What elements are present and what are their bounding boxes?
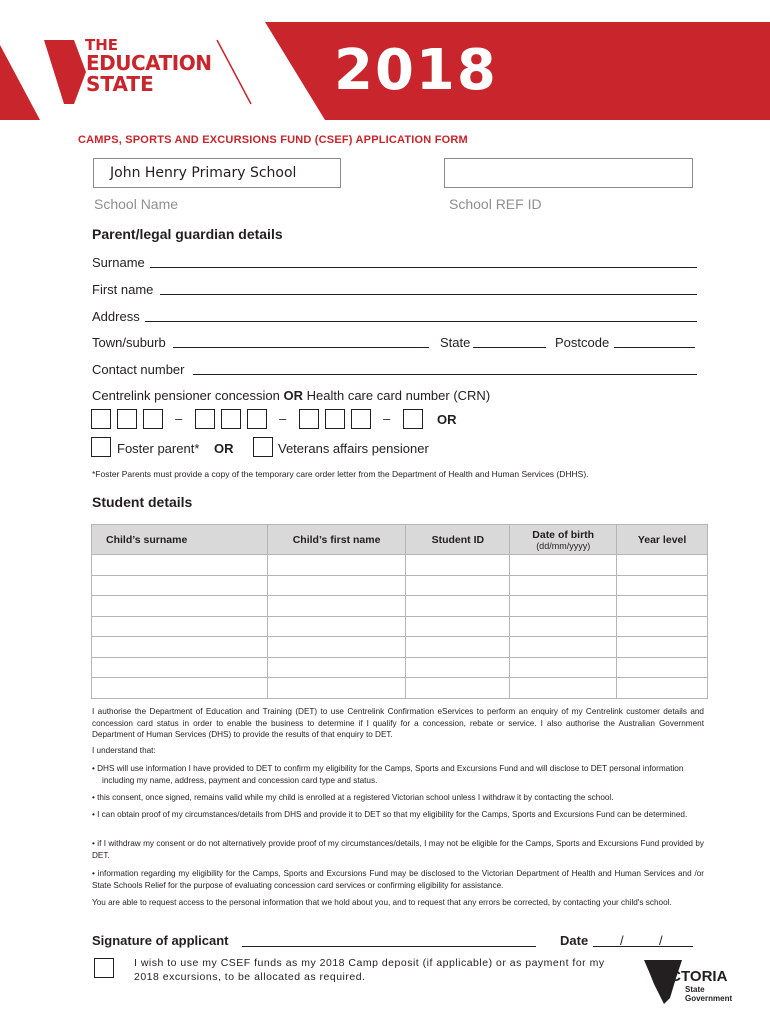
- crn-box-8[interactable]: [325, 409, 345, 429]
- date-label: Date: [560, 933, 589, 948]
- table-cell[interactable]: [617, 657, 708, 678]
- table-cell[interactable]: [92, 575, 268, 596]
- camp-deposit-text: I wish to use my CSEF funds as my 2018 Camp deposit (if applicable) or as payment for my 2018 excursions, to be allocated as required.: [134, 957, 605, 983]
- table-cell[interactable]: [510, 616, 617, 637]
- foster-note: *Foster Parents must provide a copy of the temporary care order letter from the Department of Health and Human Services (DHHS).: [92, 469, 589, 479]
- crn-box-1[interactable]: [91, 409, 111, 429]
- col-student-id: Student ID: [406, 525, 510, 555]
- table-row: [92, 575, 708, 596]
- postcode-label: Postcode: [555, 335, 610, 350]
- table-cell[interactable]: [406, 616, 510, 637]
- date-line[interactable]: [593, 946, 693, 947]
- crn-box-9[interactable]: [351, 409, 371, 429]
- declaration-bullet-5: • information regarding my eligibility for the Camps, Sports and Excursions Fund may be disclosed to the Victorian Department of Health and Human Services and /or State Schools Relief for the purpose of evaluating concession card services or confirming eligibility for assistance.: [92, 869, 704, 890]
- table-row: [92, 616, 708, 637]
- privacy-text: You are able to request access to the personal information that we hold about you, and to request that any errors be corrected, by contacting your child's school.: [92, 898, 672, 907]
- school-name-field[interactable]: John Henry Primary School: [93, 158, 341, 188]
- address-line[interactable]: [145, 321, 697, 322]
- table-cell[interactable]: [510, 678, 617, 699]
- signature-line[interactable]: [242, 946, 536, 947]
- surname-line[interactable]: [150, 267, 697, 268]
- col-year-level: Year level: [617, 525, 708, 555]
- table-cell[interactable]: [510, 657, 617, 678]
- declaration-bullet-4: • if I withdraw my consent or do not alternatively provide proof of my circumstances/details, I may not be eligible for the Camps, Sports and Excursions Fund provided by DET.: [92, 839, 704, 860]
- first-name-line[interactable]: [160, 294, 697, 295]
- col-dob: [510, 525, 617, 555]
- table-cell[interactable]: [617, 555, 708, 576]
- table-cell[interactable]: [267, 616, 406, 637]
- table-row: [92, 657, 708, 678]
- table-row: [92, 555, 708, 576]
- town-line[interactable]: [173, 347, 429, 348]
- school-ref-field[interactable]: [444, 158, 693, 188]
- crn-or-text: OR: [437, 412, 457, 427]
- crn-box-7[interactable]: [299, 409, 319, 429]
- victoria-government-logo: [644, 958, 754, 1008]
- table-cell[interactable]: [267, 555, 406, 576]
- form-title: CAMPS, SPORTS AND EXCURSIONS FUND (CSEF) APPLICATION FORM: [78, 134, 468, 146]
- state-text: State: [685, 985, 705, 994]
- concession-or-text: OR: [283, 388, 304, 403]
- table-cell[interactable]: [406, 575, 510, 596]
- table-row: [92, 678, 708, 699]
- state-label: State: [440, 335, 471, 350]
- table-cell[interactable]: [267, 575, 406, 596]
- concession-pre-text: Centrelink pensioner concession: [92, 388, 280, 403]
- logo-text-state: STATE: [86, 72, 154, 96]
- declaration-bullet-1: • DHS will use information I have provided to DET to confirm my eligibility for the Camps, Sports and Excursions Fund and will disclose to DET personal information including my name, address, payment and concession card type and status.: [92, 764, 684, 785]
- school-ref-label: School REF ID: [449, 196, 542, 212]
- table-cell[interactable]: [617, 678, 708, 699]
- address-label: Address: [92, 309, 140, 324]
- date-slash-1: /: [620, 933, 624, 948]
- table-cell[interactable]: [92, 616, 268, 637]
- table-cell[interactable]: [617, 637, 708, 658]
- table-cell[interactable]: [92, 555, 268, 576]
- crn-box-6[interactable]: [247, 409, 267, 429]
- table-cell[interactable]: [617, 616, 708, 637]
- table-cell[interactable]: [617, 596, 708, 617]
- concession-label: [92, 388, 490, 403]
- signature-label: Signature of applicant: [92, 933, 229, 948]
- table-cell[interactable]: [617, 575, 708, 596]
- victoria-text: VICTORIA: [656, 968, 728, 985]
- veterans-checkbox[interactable]: [253, 437, 273, 457]
- table-cell[interactable]: [406, 555, 510, 576]
- government-text: Government: [685, 994, 733, 1003]
- contact-label: Contact number: [92, 362, 185, 377]
- table-cell[interactable]: [406, 637, 510, 658]
- table-cell[interactable]: [267, 596, 406, 617]
- crn-box-4[interactable]: [195, 409, 215, 429]
- table-cell[interactable]: [92, 678, 268, 699]
- crn-box-2[interactable]: [117, 409, 137, 429]
- student-heading: Student details: [92, 494, 193, 510]
- table-cell[interactable]: [406, 657, 510, 678]
- foster-parent-label: Foster parent*: [117, 441, 200, 456]
- crn-dash-2: –: [279, 411, 287, 426]
- surname-label: Surname: [92, 255, 145, 270]
- concession-post-text: Health care card number (CRN): [306, 388, 491, 403]
- table-cell[interactable]: [92, 596, 268, 617]
- guardian-heading: Parent/legal guardian details: [92, 226, 283, 242]
- foster-parent-checkbox[interactable]: [91, 437, 111, 457]
- col-surname: Child’s surname: [92, 525, 268, 555]
- crn-box-5[interactable]: [221, 409, 241, 429]
- table-cell[interactable]: [92, 637, 268, 658]
- col-first-name: Child’s first name: [267, 525, 406, 555]
- state-line[interactable]: [473, 347, 546, 348]
- table-cell[interactable]: [267, 678, 406, 699]
- logo-text-education: EDUCATION: [86, 51, 212, 75]
- first-name-label: First name: [92, 282, 154, 297]
- table-cell[interactable]: [267, 657, 406, 678]
- state-government-text: [685, 985, 732, 1003]
- crn-box-10[interactable]: [403, 409, 423, 429]
- col-dob-format: (dd/mm/yyyy): [536, 540, 591, 551]
- table-cell[interactable]: [510, 637, 617, 658]
- crn-dash-1: –: [175, 411, 183, 426]
- crn-dash-3: –: [383, 411, 391, 426]
- understand-text: I understand that:: [92, 746, 156, 755]
- table-row: [92, 596, 708, 617]
- table-cell[interactable]: [510, 596, 617, 617]
- contact-line[interactable]: [193, 374, 697, 375]
- student-table: [91, 524, 708, 699]
- table-cell[interactable]: [510, 575, 617, 596]
- school-name-label: School Name: [94, 196, 179, 212]
- camp-deposit-checkbox[interactable]: [94, 958, 114, 978]
- student-table-header: [92, 525, 708, 555]
- logo-text-the: THE: [85, 36, 119, 54]
- col-dob-label: Date of birth: [532, 528, 595, 541]
- declaration-bullet-2: • this consent, once signed, remains valid while my child is enrolled at a registered Victorian school unless I withdraw it by contacting the school.: [92, 793, 614, 802]
- declaration-paragraph: I authorise the Department of Education and Training (DET) to use Centrelink Confirmation eServices to perform an enquiry of my Centrelink customer details and concession card status in order to enable the business to determine if I qualify for a concession, rebate or service. I also authorise the Australian Government Department of Human Services (DHS) to provide the results of that enquiry to DET.: [92, 707, 704, 739]
- table-row: [92, 637, 708, 658]
- veterans-label: Veterans affairs pensioner: [278, 441, 429, 456]
- form-year: 2018: [334, 38, 498, 103]
- declaration-bullet-3: • I can obtain proof of my circumstances/details from DHS and provide it to DET so that my eligibility for the Camps, Sports and Excursions Fund can be determined.: [92, 810, 688, 819]
- date-slash-2: /: [659, 933, 663, 948]
- postcode-line[interactable]: [614, 347, 695, 348]
- table-cell[interactable]: [267, 637, 406, 658]
- table-cell[interactable]: [406, 678, 510, 699]
- table-cell[interactable]: [510, 555, 617, 576]
- foster-or-text: OR: [214, 441, 234, 456]
- table-cell[interactable]: [92, 657, 268, 678]
- table-cell[interactable]: [406, 596, 510, 617]
- crn-box-3[interactable]: [143, 409, 163, 429]
- town-label: Town/suburb: [92, 335, 166, 350]
